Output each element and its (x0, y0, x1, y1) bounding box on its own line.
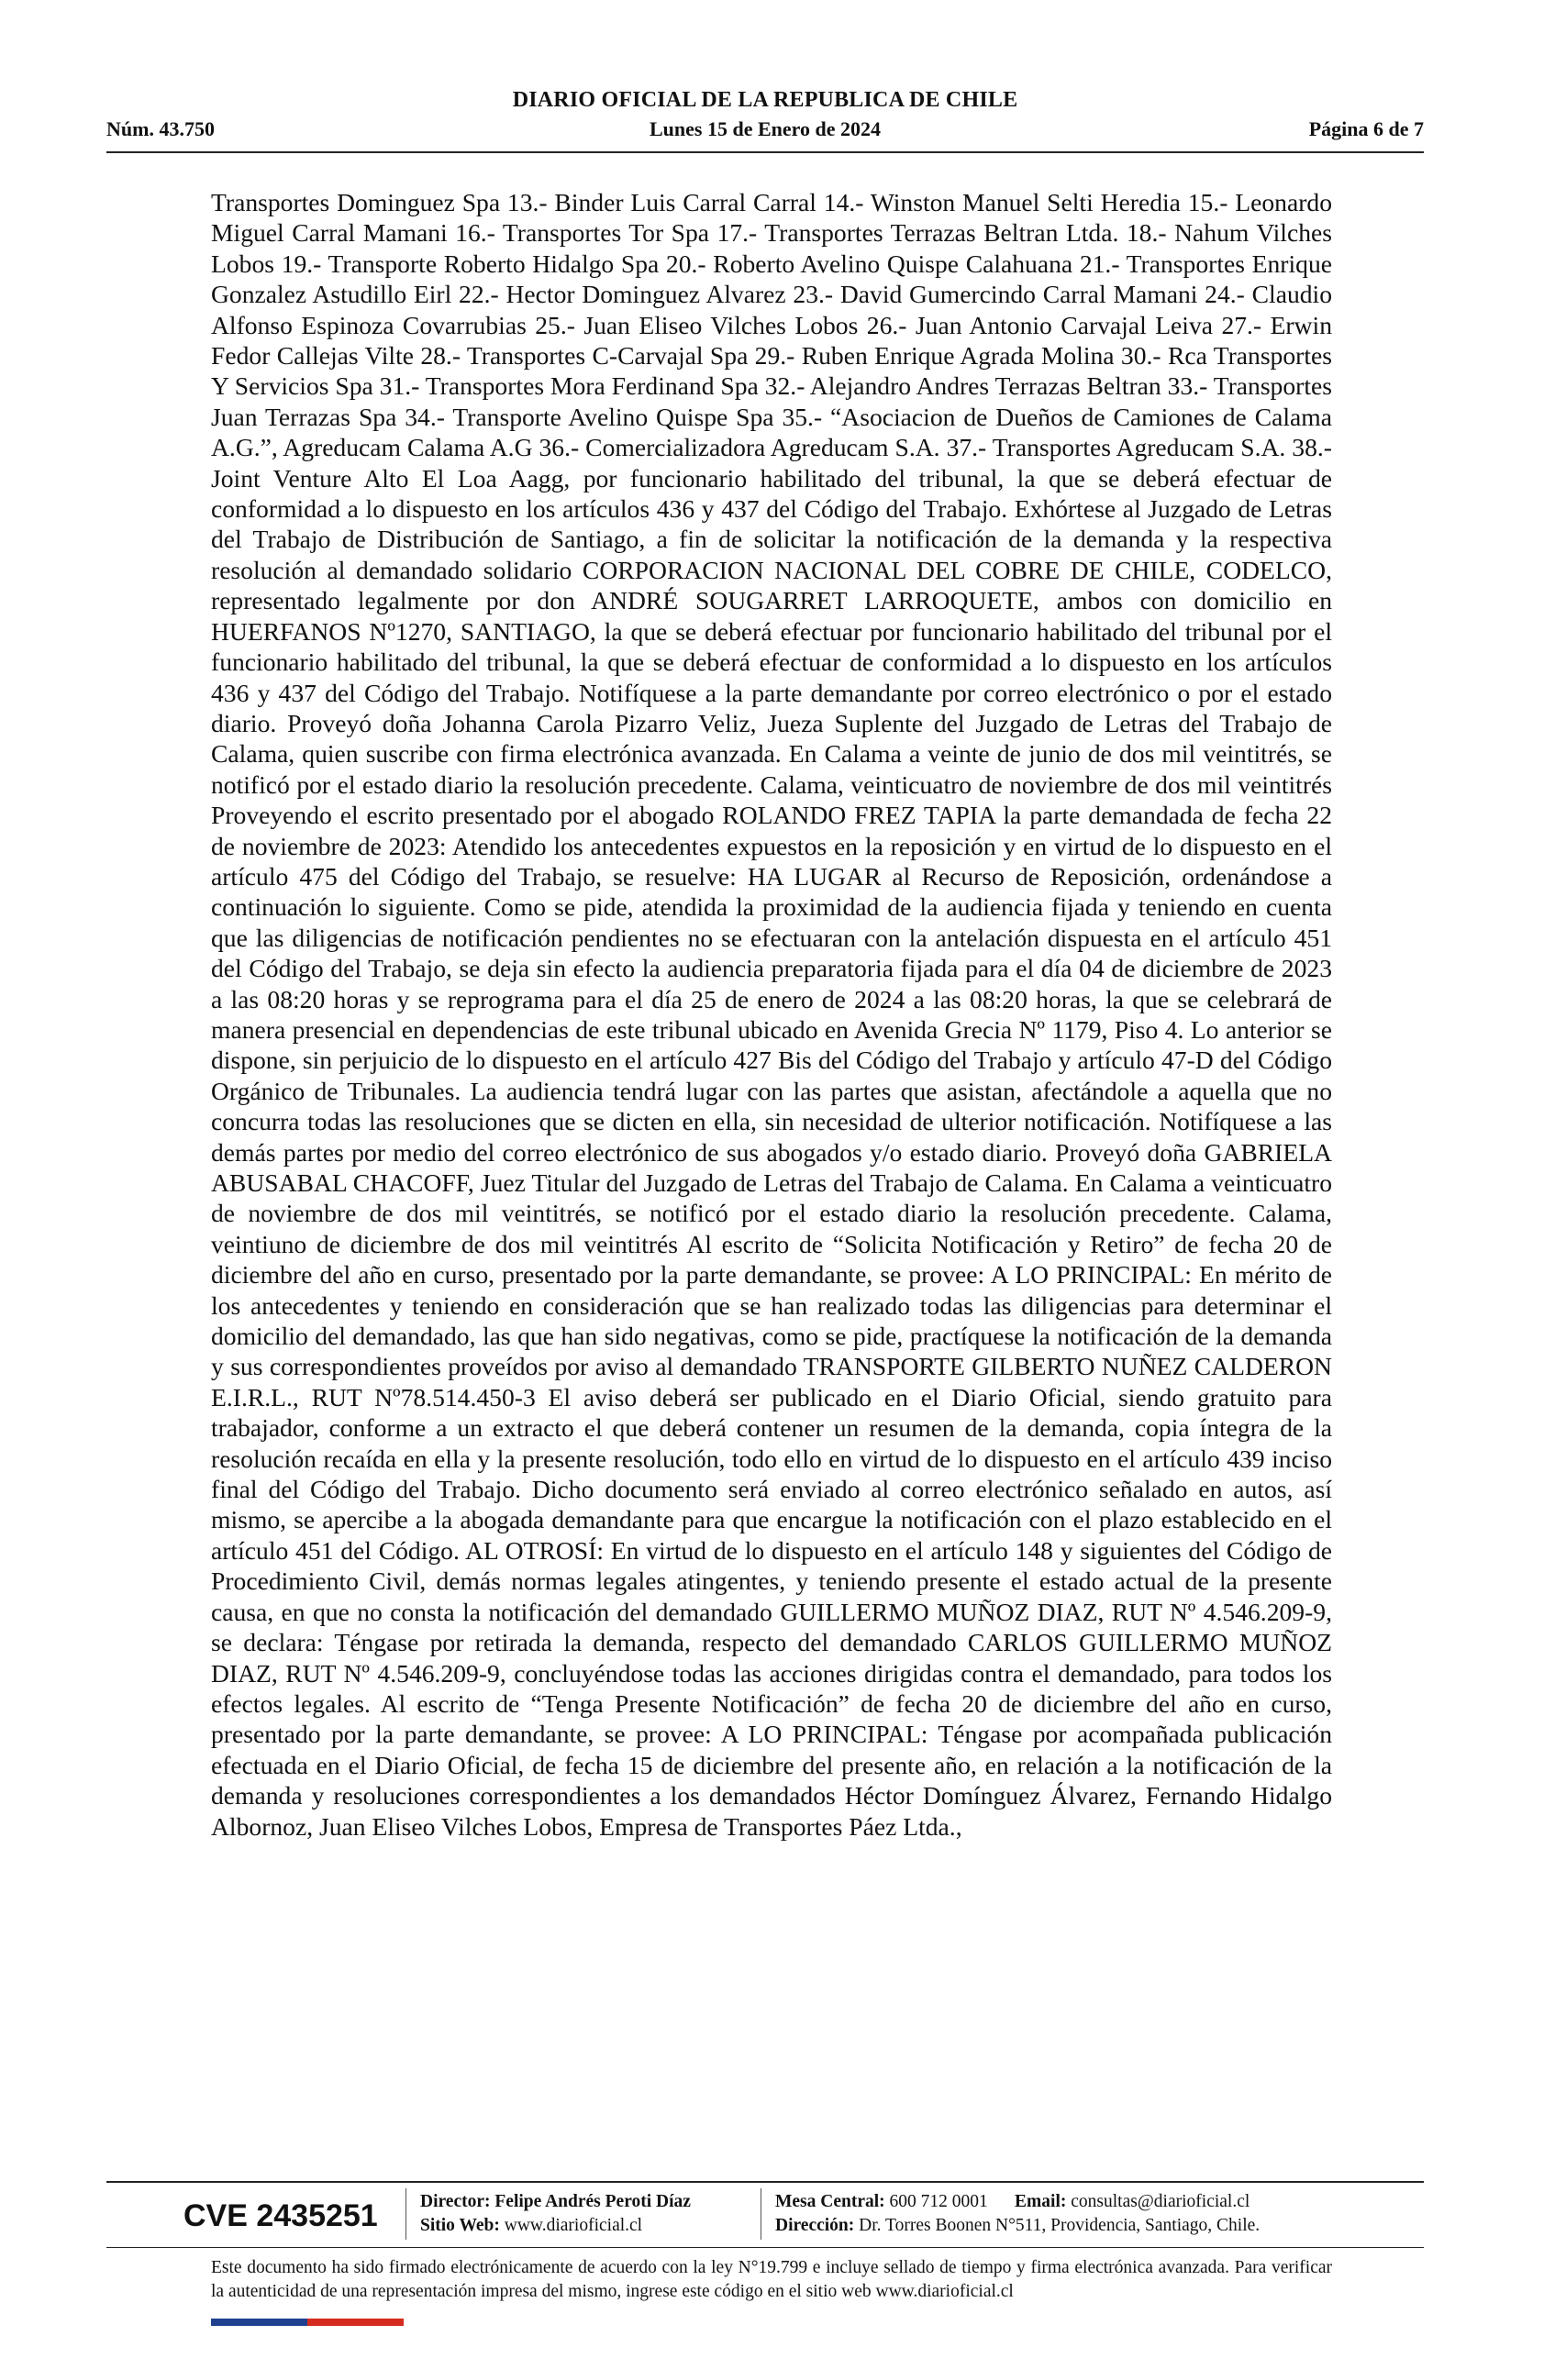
email-label: Email: (1015, 2192, 1067, 2211)
director-label: Director: (420, 2192, 491, 2211)
flag-blue-segment (211, 2319, 307, 2326)
footer-separator (405, 2188, 406, 2240)
footer-contact-block (775, 2190, 1260, 2238)
article-body: Transportes Dominguez Spa 13.- Binder Luis Carral Carral 14.- Winston Manuel Selti Heredia 15.- Leonardo Miguel Carral Mamani 16.- Transportes Tor Spa 17.- Transportes Terrazas Beltran Ltda. 18.- Nahum Vilches Lobos 19.- Transporte Roberto Hidalgo Spa 20.- Roberto Avelino Quispe Calahuana 21.- Transportes Enrique Gonzalez Astudillo Eirl 22.- Hector Dominguez Alvarez 23.- David Gumercindo Carral Mamani 24.- Claudio Alfonso Espinoza Covarrubias 25.- Juan Eliseo Vilches Lobos 26.- Juan Antonio Carvajal Leiva 27.- Erwin Fedor Callejas Vilte 28.- Transportes C-Carvajal Spa 29.- Ruben Enrique Agrada Molina 30.- Rca Transportes Y Servicios Spa 31.- Transportes Mora Ferdinand Spa 32.- Alejandro Andres Terrazas Beltran 33.- Transportes Juan Terrazas Spa 34.- Transporte Avelino Quispe Spa 35.- “Asociacion de Dueños de Camiones de Calama A.G.”, Agreducam Calama A.G 36.- Comercializadora Agreducam S.A. 37.- Transportes Agreducam S.A. 38.- Joint Venture Alto El Loa Aagg, por funcionario habilitado del tribunal, la que se deberá efectuar de conformidad a lo dispuesto en los artículos 436 y 437 del Código del Trabajo. Exhórtese al Juzgado de Letras del Trabajo de Distribución de Santiago, a fin de solicitar la notificación de la demanda y la respectiva resolución al demandado solidario CORPORACION NACIONAL DEL COBRE DE CHILE, CODELCO, representado legalmente por don ANDRÉ SOUGARRET LARROQUETE, ambos con domicilio en HUERFANOS Nº1270, SANTIAGO, la que se deberá efectuar por funcionario habilitado del tribunal por el funcionario habilitado del tribunal, la que se deberá efectuar de conformidad a lo dispuesto en los artículos 436 y 437 del Código del Trabajo. Notifíquese a la parte demandante por correo electrónico o por el estado diario. Proveyó doña Johanna Carola Pizarro Veliz, Jueza Suplente del Juzgado de Letras del Trabajo de Calama, quien suscribe con firma electrónica avanzada. En Calama a veinte de junio de dos mil veintitrés, se notificó por el estado diario la resolución precedente. Calama, veinticuatro de noviembre de dos mil veintitrés Proveyendo el escrito presentado por el abogado ROLANDO FREZ TAPIA la parte demandada de fecha 22 de noviembre de 2023: Atendido los antecedentes expuestos en la reposición y en virtud de lo dispuesto en el artículo 475 del Código del Trabajo, se resuelve: HA LUGAR al Recurso de Reposición, ordenándose a continuación lo siguiente. Como se pide, atendida la proximidad de la audiencia fijada y teniendo en cuenta que las diligencias de notificación pendientes no se efectuaran con la antelación dispuesta en el artículo 451 del Código del Trabajo, se deja sin efecto la audiencia preparatoria fijada para el día 04 de diciembre de 2023 a las 08:20 horas y se reprograma para el día 25 de enero de 2024 a las 08:20 horas, la que se celebrará de manera presencial en dependencias de este tribunal ubicado en Avenida Grecia Nº 1179, Piso 4. Lo anterior se dispone, sin perjuicio de lo dispuesto en el artículo 427 Bis del Código del Trabajo y artículo 47-D del Código Orgánico de Tribunales. La audiencia tendrá lugar con las partes que asistan, afectándole a aquella que no concurra todas las resoluciones que se dicten en ella, sin necesidad de ulterior notificación. Notifíquese a las demás partes por medio del correo electrónico de sus abogados y/o estado diario. Proveyó doña GABRIELA ABUSABAL CHACOFF, Juez Titular del Juzgado de Letras del Trabajo de Calama. En Calama a veinticuatro de noviembre de dos mil veintitrés, se notificó por el estado diario la resolución precedente. Calama, veintiuno de diciembre de dos mil veintitrés Al escrito de “Solicita Notificación y Retiro” de fecha 20 de diciembre del año en curso, presentado por la parte demandante, se provee: A LO PRINCIPAL: En mérito de los antecedentes y teniendo en consideración que se han realizado todas las diligencias para determinar el domicilio del demandado, las que han sido negativas, como se pide, practíquese la notificación de la demanda y sus correspondientes proveídos por aviso al demandado TRANSPORTE GILBERTO NUÑEZ CALDERON E.I.R.L., RUT Nº78.514.450-3 El aviso deberá ser publicado en el Diario Oficial, siendo gratuito para trabajador, conforme a un extracto el que deberá contener un resumen de la demanda, copia íntegra de la resolución recaída en ella y la presente resolución, todo ello en virtud de lo dispuesto en el artículo 439 inciso final del Código del Trabajo. Dicho documento será enviado al correo electrónico señalado en autos, así mismo, se apercibe a la abogada demandante para que encargue la notificación con el plazo establecido en el artículo 451 del Código. AL OTROSÍ: En virtud de lo dispuesto en el artículo 148 y siguientes del Código de Procedimiento Civil, demás normas legales atingentes, y teniendo presente el estado actual de la presente causa, en que no consta la notificación del demandado GUILLERMO MUÑOZ DIAZ, RUT Nº 4.546.209-9, se declara: Téngase por retirada la demanda, respecto del demandado CARLOS GUILLERMO MUÑOZ DIAZ, RUT Nº 4.546.209-9, concluyéndose todas las acciones dirigidas contra el demandado, para todos los efectos legales. Al escrito de “Tenga Presente Notificación” de fecha 20 de diciembre del año en curso, presentado por la parte demandante, se provee: A LO PRINCIPAL: Téngase por acompañada publicación efectuada en el Diario Oficial, de fecha 15 de diciembre del presente año, en relación a la notificación de la demanda y resoluciones correspondientes a los demandados Héctor Domínguez Álvarez, Fernando Hidalgo Albornoz, Juan Eliseo Vilches Lobos, Empresa de Transportes Páez Ltda., (211, 188, 1332, 1841)
footer-director-block (420, 2190, 691, 2238)
address-line (775, 2214, 1260, 2238)
header-divider (106, 151, 1424, 153)
newspaper-title: DIARIO OFICIAL DE LA REPUBLICA DE CHILE (512, 88, 1018, 112)
mesa-label: Mesa Central: (775, 2192, 885, 2211)
address-label: Dirección: (775, 2216, 855, 2235)
issue-number: Núm. 43.750 (106, 117, 215, 140)
signature-disclaimer: Este documento ha sido firmado electrónicamente de acuerdo con la ley N°19.799 e incluye sellado de tiempo y firma electrónica avanzada. Para verificar la autenticidad de una representación impresa del mismo, ingrese este código en el sitio web www.diarioficial.cl (211, 2258, 1332, 2301)
flag-red-segment (307, 2319, 404, 2326)
cve-code: CVE 2435251 (183, 2198, 378, 2233)
chile-flag-stripe (211, 2319, 404, 2326)
mesa-phone: 600 712 0001 (889, 2192, 988, 2211)
page-indicator: Página 6 de 7 (1308, 117, 1424, 140)
address-value: Dr. Torres Boonen N°511, Providencia, Santiago, Chile. (859, 2216, 1261, 2235)
issue-date: Lunes 15 de Enero de 2024 (649, 117, 881, 140)
website-link[interactable]: www.diarioficial.cl (504, 2216, 643, 2235)
footer-divider-bottom (106, 2247, 1424, 2248)
director-line (420, 2190, 691, 2214)
footer-divider (106, 2181, 1424, 2183)
contact-line (775, 2190, 1260, 2214)
email-link[interactable]: consultas@diarioficial.cl (1071, 2192, 1250, 2211)
website-label: Sitio Web: (420, 2216, 500, 2235)
director-name: Felipe Andrés Peroti Díaz (494, 2192, 691, 2211)
website-line (420, 2214, 691, 2238)
page-header (106, 88, 1424, 152)
